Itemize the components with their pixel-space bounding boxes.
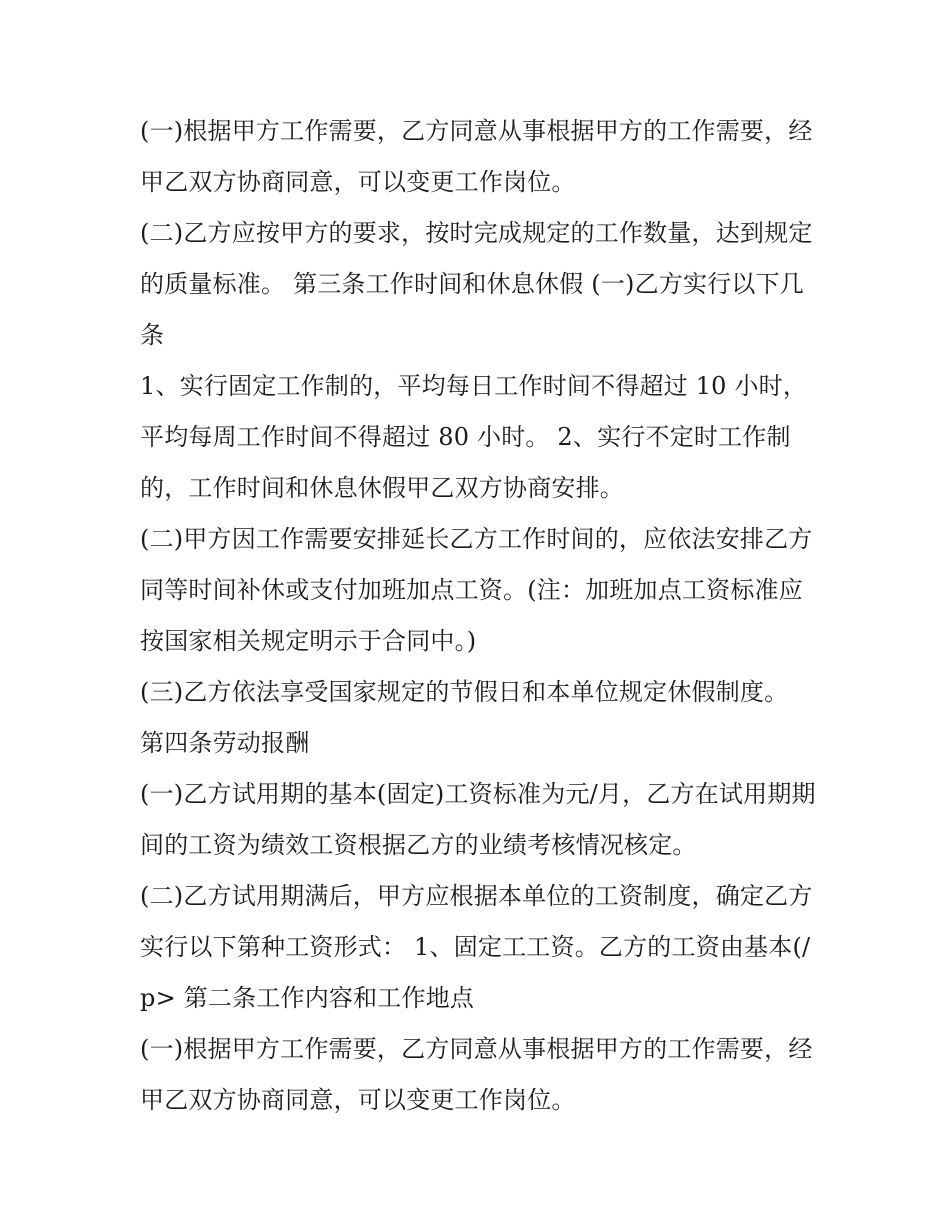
document-body (140, 106, 820, 1126)
paragraph-8: (二)乙方试用期满后，甲方应根据本单位的工资制度，确定乙方实行以下第种工资形式： 1、固定工工资。乙方的工资由基本(/p> 第二条工作内容和工作地点 (140, 882, 813, 1012)
section-heading-article-4: 第四条劳动报酬 (140, 729, 310, 757)
paragraph-7: (一)乙方试用期的基本(固定)工资标准为元/月，乙方在试用期期间的工资为绩效工资根据乙方的业绩考核情况核定。 (140, 780, 816, 859)
paragraph-1: (一)根据甲方工作需要，乙方同意从事根据甲方的工作需要，经甲乙双方协商同意，可以变更工作岗位。 (140, 117, 813, 196)
paragraph-9: (一)根据甲方工作需要，乙方同意从事根据甲方的工作需要，经甲乙双方协商同意，可以变更工作岗位。 (140, 1035, 813, 1114)
paragraph-5: (三)乙方依法享受国家规定的节假日和本单位规定休假制度。 (140, 678, 789, 706)
paragraph-3: 1、实行固定工作制的，平均每日工作时间不得超过 10 小时，平均每周工作时间不得超过 80 小时。 2、实行不定时工作制的，工作时间和休息休假甲乙双方协商安排。 (140, 372, 808, 502)
paragraph-2: (二)乙方应按甲方的要求，按时完成规定的工作数量，达到规定的质量标准。 第三条工作时间和休息休假 (一)乙方实行以下几条 (140, 219, 813, 349)
paragraph-4: (二)甲方因工作需要安排延长乙方工作时间的，应依法安排乙方同等时间补休或支付加班加点工资。(注：加班加点工资标准应按国家相关规定明示于合同中。) (140, 525, 813, 655)
